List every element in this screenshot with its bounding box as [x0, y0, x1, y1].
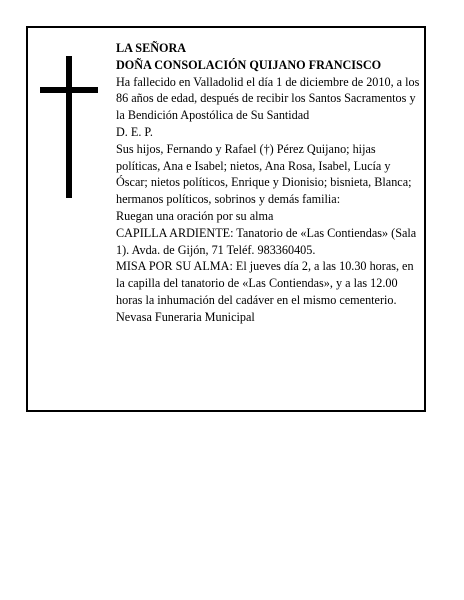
- prayer-request: Ruegan una oración por su alma: [116, 208, 274, 223]
- honorific: LA SEÑORA: [116, 41, 187, 55]
- family-list: Sus hijos, Fernando y Rafael (†) Pérez Quijano; hijas políticas, Ana e Isabel; nietos, Ana Rosa, Isabel, Lucía y Óscar; nietos políticos, Enrique y Dionisio; bisnieta, Blanca; hermanos políticos, sobrinos y demás familia:: [116, 141, 412, 207]
- cross-icon: [40, 56, 98, 198]
- mass-info: MISA POR SU ALMA: El jueves día 2, a las 10.30 horas, en la capilla del tanatorio de «Las Contiendas», y a las 12.00 horas la inhumación del cadáver en el mismo cementerio.: [116, 259, 414, 307]
- obituary-notice: [26, 26, 426, 412]
- cross-vertical-bar: [66, 56, 72, 198]
- rip-line: D. E. P.: [116, 124, 153, 139]
- cross-horizontal-bar: [40, 87, 98, 93]
- chapel-info: CAPILLA ARDIENTE: Tanatorio de «Las Contiendas» (Sala 1). Avda. de Gijón, 71 Teléf. 983360405.: [116, 225, 417, 257]
- death-statement: Ha fallecido en Valladolid el día 1 de diciembre de 2010, a los 86 años de edad, después de recibir los Santos Sacramentos y la Bendición Apostólica de Su Santidad: [116, 74, 420, 123]
- notice-text: [116, 40, 422, 326]
- deceased-name: DOÑA CONSOLACIÓN QUIJANO FRANCISCO: [116, 57, 382, 72]
- funeral-home: Nevasa Funeraria Municipal: [116, 309, 255, 324]
